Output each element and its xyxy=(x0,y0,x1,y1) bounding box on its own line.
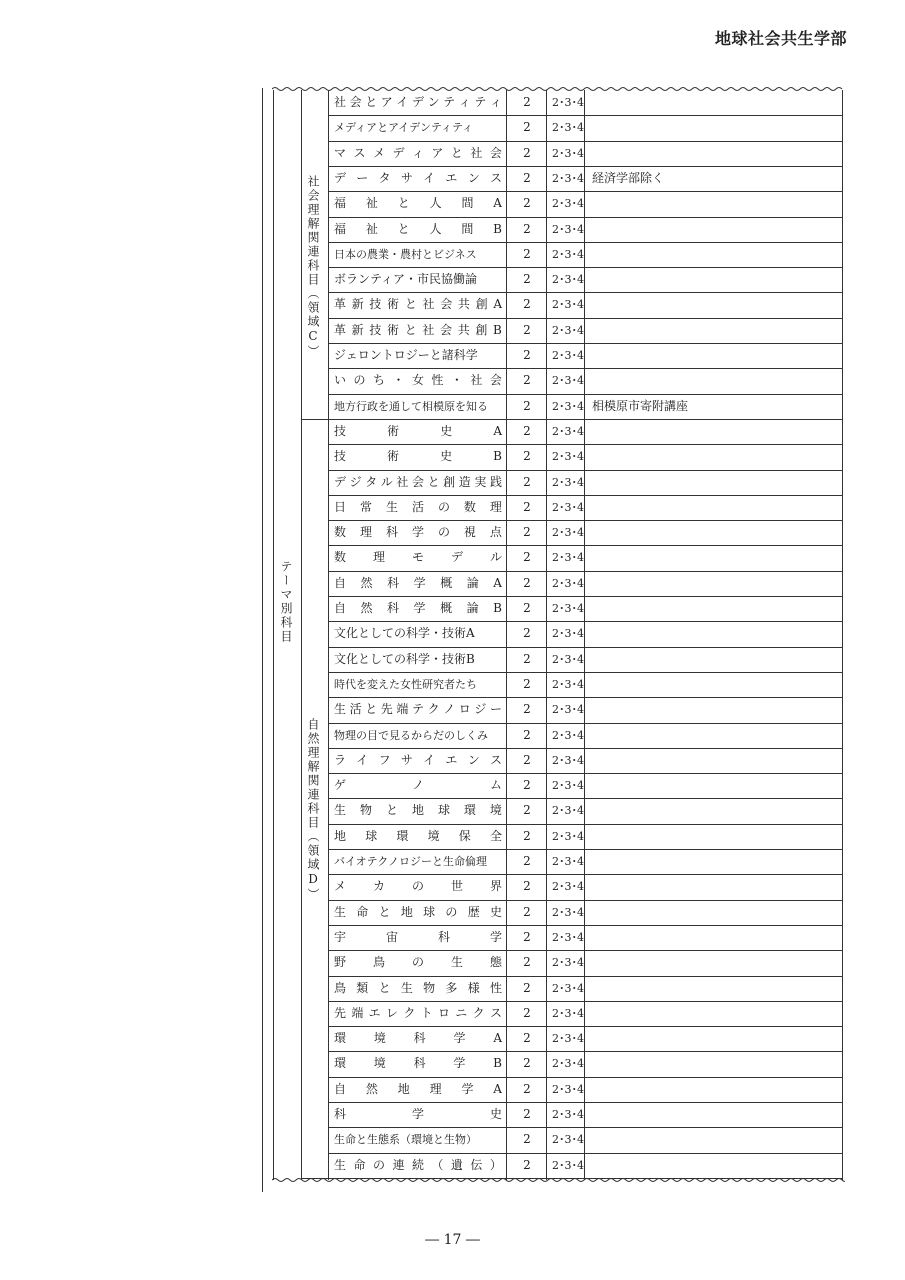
course-years: 2･3･4 xyxy=(552,905,584,919)
course-name: 生命と生態系（環境と生物） xyxy=(334,1133,477,1147)
course-credits: 2 xyxy=(523,980,531,995)
course-years: 2･3･4 xyxy=(552,450,584,464)
course-years: 2･3･4 xyxy=(552,1057,584,1071)
course-years: 2･3･4 xyxy=(552,829,584,843)
course-credits: 2 xyxy=(523,929,531,944)
course-credits: 2 xyxy=(523,601,531,615)
course-years: 2･3･4 xyxy=(552,551,584,565)
credit-column-divider xyxy=(546,90,547,1180)
course-name: ゲ ノ ム xyxy=(334,778,502,793)
course-credits: 2 xyxy=(523,575,531,590)
course-years: 2･3･4 xyxy=(552,374,584,388)
course-years: 2･3･4 xyxy=(552,526,584,540)
group-label-theme-courses: テーマ別科目 xyxy=(279,560,293,644)
course-credits: 2 xyxy=(523,1056,531,1071)
course-name: 先 端 エ レ ク ト ロ ニ ク ス xyxy=(334,1005,502,1020)
course-credits: 2 xyxy=(523,398,531,413)
course-name: 生 命 の 連 続 （ 遺 伝 ） xyxy=(334,1157,502,1172)
course-name: デ ジ タ ル 社 会 と 創 造 実 践 xyxy=(334,474,502,489)
course-name: 時代を変えた女性研究者たち xyxy=(334,677,477,691)
course-years: 2･3･4 xyxy=(552,247,584,261)
course-years: 2･3･4 xyxy=(552,475,584,489)
course-name: 自 然 地 理 学 A xyxy=(334,1081,502,1096)
course-name: ジェロントロジーと諸科学 xyxy=(334,348,478,362)
course-credits: 2 xyxy=(523,1081,531,1096)
course-credits: 2 xyxy=(523,1157,531,1172)
course-years: 2･3･4 xyxy=(552,273,584,287)
course-name: い の ち ・ 女 性 ・ 社 会 xyxy=(334,373,502,388)
course-years: 2･3･4 xyxy=(552,728,584,742)
course-credits: 2 xyxy=(523,95,531,109)
course-credits: 2 xyxy=(523,525,531,540)
course-years: 2･3･4 xyxy=(552,602,584,615)
course-credits: 2 xyxy=(523,120,531,135)
course-name: 物理の目で見るからだのしくみ xyxy=(334,728,488,742)
course-name: 環 境 科 学 B xyxy=(334,1056,502,1071)
course-years: 2･3･4 xyxy=(552,576,584,590)
course-years: 2･3･4 xyxy=(552,753,584,767)
course-years: 2･3･4 xyxy=(552,627,584,641)
course-years: 2･3･4 xyxy=(552,1108,584,1121)
course-name: 地方行政を通して相模原を知る xyxy=(334,399,488,413)
course-credits: 2 xyxy=(523,676,531,691)
course-credits: 2 xyxy=(523,854,531,868)
course-years: 2･3･4 xyxy=(552,956,584,970)
course-credits: 2 xyxy=(523,702,531,717)
course-name: 科 学 史 xyxy=(334,1107,502,1121)
course-years: 2･3･4 xyxy=(552,779,584,793)
course-years: 2･3･4 xyxy=(552,1082,584,1096)
course-name: 生 活 と 先 端 テ ク ノ ロ ジ ー xyxy=(334,702,502,717)
course-name: 自 然 科 学 概 論 B xyxy=(334,601,502,615)
course-years: 2･3･4 xyxy=(552,96,584,109)
course-years: 2･3･4 xyxy=(552,146,584,160)
course-name: 宇 宙 科 学 xyxy=(334,929,502,944)
course-credits: 2 xyxy=(523,879,531,894)
course-years: 2･3･4 xyxy=(552,880,584,894)
course-years: 2･3･4 xyxy=(552,197,584,211)
course-credits: 2 xyxy=(523,651,531,666)
course-name: 技 術 史 B xyxy=(334,449,502,464)
course-credits: 2 xyxy=(523,474,531,489)
course-name: 福 祉 と 人 間 A xyxy=(334,196,502,211)
course-name: ボランティア・市民協働論 xyxy=(334,272,478,287)
course-years: 2･3･4 xyxy=(552,1133,584,1147)
course-name: 自 然 科 学 概 論 A xyxy=(334,575,502,590)
left-margin-rule xyxy=(262,88,263,1192)
course-name: 数 理 モ デ ル xyxy=(334,550,502,565)
faculty-title: 地球社会共生学部 xyxy=(714,29,847,48)
course-credits: 2 xyxy=(523,752,531,767)
course-years: 2･3･4 xyxy=(552,424,584,438)
course-note: 経済学部除く xyxy=(592,170,665,185)
course-years: 2･3･4 xyxy=(552,121,584,135)
course-years: 2･3･4 xyxy=(552,500,584,514)
course-name: 生 命 と 地 球 の 歴 史 xyxy=(334,904,502,919)
course-years: 2･3･4 xyxy=(552,930,584,944)
course-name: マ ス メ デ ィ ア と 社 会 xyxy=(334,145,502,160)
course-name: 数 理 科 学 の 視 点 xyxy=(334,525,502,540)
course-years: 2･3･4 xyxy=(552,855,584,868)
course-name: 地 球 環 境 保 全 xyxy=(334,828,502,843)
course-credits: 2 xyxy=(523,778,531,793)
course-credits: 2 xyxy=(523,297,531,312)
course-credits: 2 xyxy=(523,626,531,641)
course-credits: 2 xyxy=(523,1107,531,1121)
course-years: 2･3･4 xyxy=(552,1006,584,1020)
course-credits: 2 xyxy=(523,246,531,261)
group-column-divider xyxy=(301,90,302,1180)
course-name: 日 常 生 活 の 数 理 xyxy=(334,499,502,514)
course-credits: 2 xyxy=(523,348,531,362)
course-name: 文化としての科学・技術A xyxy=(334,626,475,641)
course-name: 革 新 技 術 と 社 会 共 創 A xyxy=(334,297,502,312)
course-name: ラ イ フ サ イ エ ン ス xyxy=(334,752,502,767)
course-credits: 2 xyxy=(523,449,531,464)
course-name: バイオテクノロジーと生命倫理 xyxy=(334,855,488,868)
course-name: 日本の農業・農村とビジネス xyxy=(334,247,477,261)
course-credits: 2 xyxy=(523,272,531,287)
course-credits: 2 xyxy=(523,727,531,742)
course-name: 鳥 類 と 生 物 多 様 性 xyxy=(334,980,502,995)
course-credits: 2 xyxy=(523,322,531,337)
page-number: ― 17 ― xyxy=(425,1232,480,1248)
course-name: 環 境 科 学 A xyxy=(334,1031,502,1046)
course-name: 技 術 史 A xyxy=(334,423,502,438)
course-credits: 2 xyxy=(523,803,531,818)
course-name: 社 会 と ア イ デ ン テ ィ テ ィ xyxy=(334,95,502,109)
course-name: メ カ の 世 界 xyxy=(334,879,502,894)
course-credits: 2 xyxy=(523,170,531,185)
course-credits: 2 xyxy=(523,373,531,388)
course-note: 相模原市寄附講座 xyxy=(592,398,689,413)
course-credits: 2 xyxy=(523,1132,531,1147)
course-years: 2･3･4 xyxy=(552,171,584,185)
course-name: 生 物 と 地 球 環 境 xyxy=(334,803,502,818)
course-credits: 2 xyxy=(523,1031,531,1046)
course-name: メディアとアイデンティティ xyxy=(334,121,474,135)
course-credits: 2 xyxy=(523,196,531,211)
course-years: 2･3･4 xyxy=(552,677,584,691)
name-column-divider xyxy=(506,90,507,1180)
course-name: 福 祉 と 人 間 B xyxy=(334,221,502,236)
section-column-divider xyxy=(328,90,329,1180)
course-years: 2･3･4 xyxy=(552,298,584,312)
course-credits: 2 xyxy=(523,828,531,843)
course-years: 2･3･4 xyxy=(552,399,584,413)
section-label-natural: 自然理解関連科目（領域D） xyxy=(306,718,320,902)
row-divider xyxy=(301,1178,842,1179)
course-years: 2･3･4 xyxy=(552,222,584,236)
course-years: 2･3･4 xyxy=(552,703,584,717)
course-credits: 2 xyxy=(523,1005,531,1020)
course-credits: 2 xyxy=(523,221,531,236)
course-name: 革 新 技 術 と 社 会 共 創 B xyxy=(334,322,502,337)
course-credits: 2 xyxy=(523,499,531,514)
course-years: 2･3･4 xyxy=(552,804,584,818)
course-years: 2･3･4 xyxy=(552,1158,584,1172)
course-name: 文化としての科学・技術B xyxy=(334,651,475,666)
course-credits: 2 xyxy=(523,550,531,565)
course-name: デ ー タ サ イ エ ン ス xyxy=(334,170,502,185)
section-label-social: 社会理解関連科目（領域C） xyxy=(306,175,320,359)
course-credits: 2 xyxy=(523,423,531,438)
course-credits: 2 xyxy=(523,955,531,970)
course-credits: 2 xyxy=(523,145,531,160)
course-credits: 2 xyxy=(523,904,531,919)
course-years: 2･3･4 xyxy=(552,1032,584,1046)
course-years: 2･3･4 xyxy=(552,981,584,995)
course-years: 2･3･4 xyxy=(552,323,584,337)
course-years: 2･3･4 xyxy=(552,349,584,362)
course-table xyxy=(273,90,843,1180)
course-name: 野 鳥 の 生 態 xyxy=(334,955,502,970)
course-years: 2･3･4 xyxy=(552,652,584,666)
